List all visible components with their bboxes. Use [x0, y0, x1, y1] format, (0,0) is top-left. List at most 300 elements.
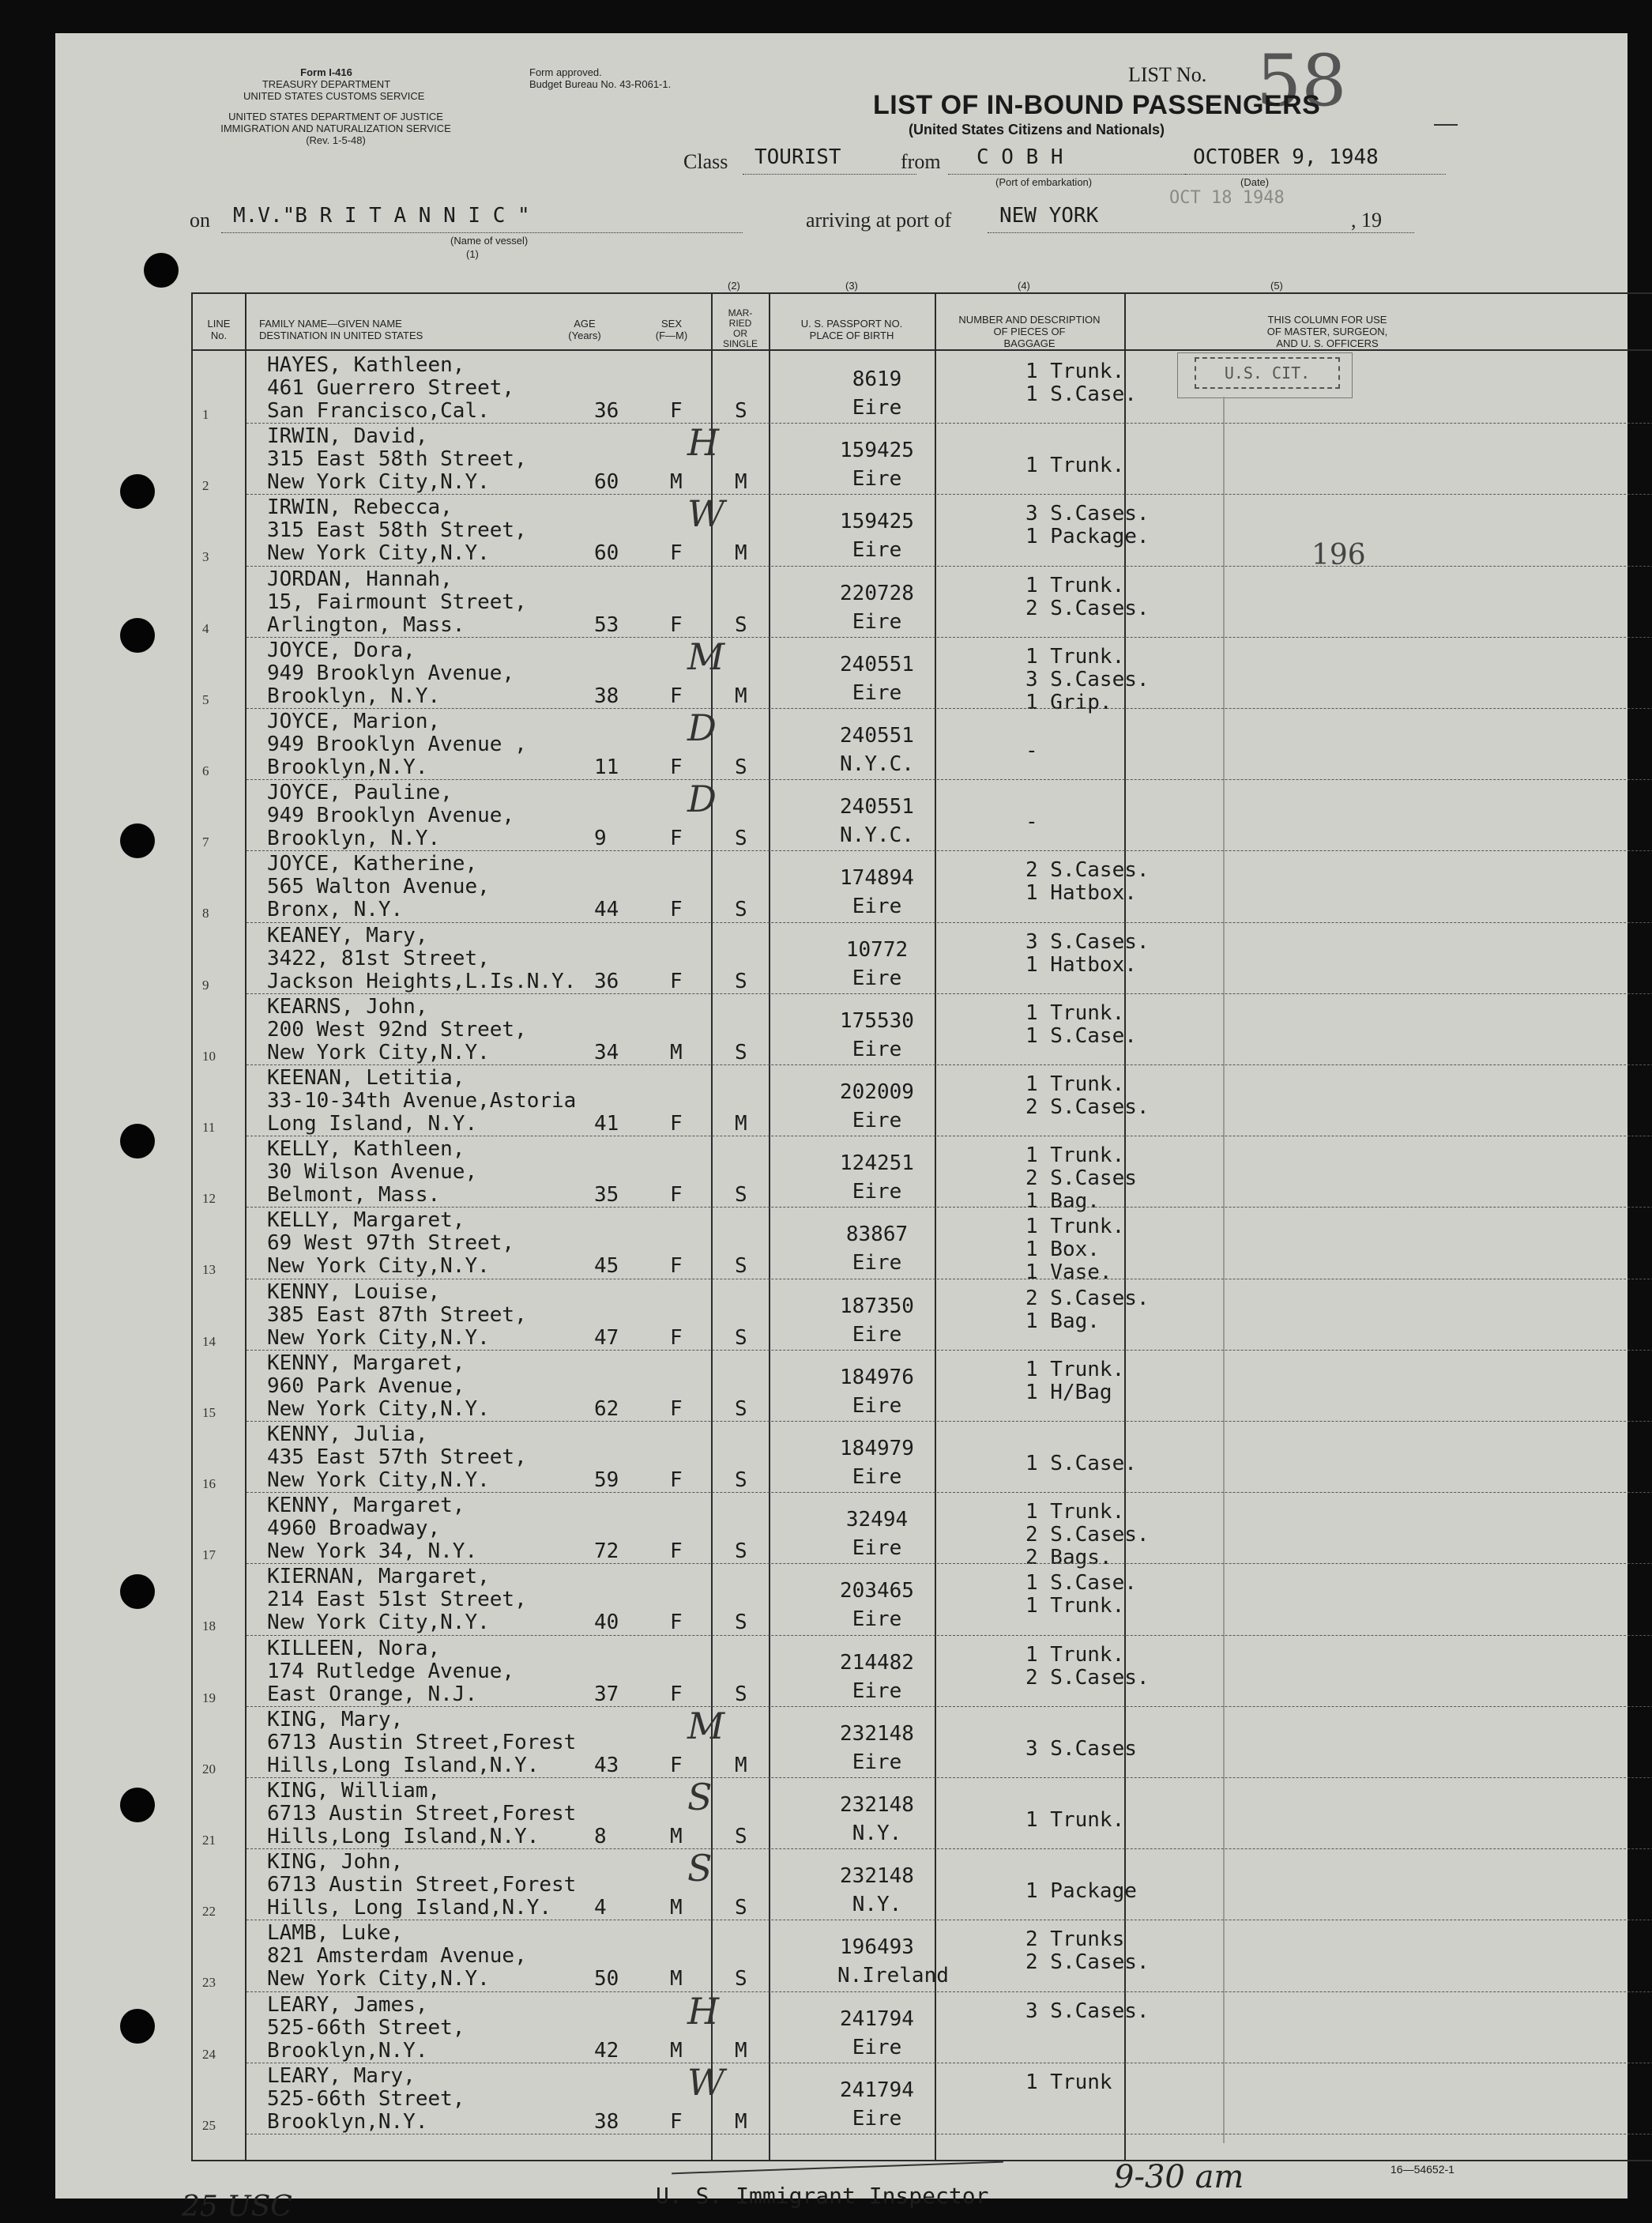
sex: F	[670, 1183, 683, 1208]
justice-dept: UNITED STATES DEPARTMENT OF JUSTICE	[228, 111, 443, 122]
age: 35	[594, 1183, 619, 1208]
port-caption: (Port of embarkation)	[995, 176, 1093, 188]
port-value: C O B H	[977, 145, 1063, 169]
sex: M	[670, 1896, 683, 1920]
table-row	[55, 1066, 1628, 1137]
place-of-birth: N.Y.	[852, 1822, 902, 1845]
passenger-name: KENNY, Louise,	[267, 1279, 441, 1304]
line-number: 18	[202, 1618, 216, 1634]
marital-status: S	[735, 898, 747, 922]
passport-number: 241794	[840, 2078, 914, 2102]
place-of-birth: Eire	[852, 2035, 902, 2059]
table-row	[55, 1494, 1628, 1570]
date-underline	[1185, 174, 1446, 175]
baggage-item: 1 Vase.	[1025, 1260, 1112, 1285]
baggage-item: 3 S.Cases.	[1025, 1999, 1150, 2023]
baggage-item: 1 Trunk.	[1025, 1594, 1125, 1618]
baggage-item: 1 Package.	[1025, 525, 1150, 549]
city-state: New York City,N.Y.	[267, 1396, 490, 1421]
customs-service: UNITED STATES CUSTOMS SERVICE	[243, 90, 425, 102]
city-state: Belmont, Mass.	[267, 1183, 441, 1208]
baggage-item: 1 Hatbox.	[1025, 952, 1137, 977]
baggage-item: 2 S.Cases.	[1025, 1950, 1150, 1975]
col-header-married: MAR- RIED OR SINGLE	[722, 307, 758, 349]
age: 45	[594, 1254, 619, 1279]
place-of-birth: Eire	[852, 1536, 902, 1561]
colnum-4: (4)	[1018, 280, 1030, 292]
baggage-item: 1 H/Bag	[1025, 1380, 1112, 1404]
place-of-birth: Eire	[852, 1393, 902, 1418]
vessel-colnum: (1)	[466, 248, 479, 260]
baggage-item: 1 Package	[1025, 1879, 1137, 1904]
passenger-name: IRWIN, David,	[267, 424, 428, 449]
sex: F	[670, 684, 683, 708]
sex: F	[670, 969, 683, 993]
marital-status: M	[735, 1112, 747, 1136]
hand-mark: S	[687, 1847, 713, 1890]
passport-number: 184979	[840, 1437, 914, 1460]
table-row	[55, 421, 1628, 495]
approval-block	[529, 66, 671, 90]
age: 34	[594, 1040, 619, 1064]
passenger-name: JOYCE, Katherine,	[267, 852, 478, 876]
baggage-item: 1 Box.	[1025, 1238, 1100, 1262]
age: 41	[594, 1112, 619, 1136]
marital-status: M	[735, 1753, 747, 1777]
sex: M	[670, 470, 683, 495]
line-number: 2	[202, 478, 209, 494]
document-page	[55, 33, 1628, 2223]
vessel-caption: (Name of vessel)	[450, 235, 529, 247]
marital-status: S	[735, 1539, 747, 1564]
line-number: 14	[202, 1333, 216, 1349]
place-of-birth: Eire	[852, 966, 902, 990]
line-number: 22	[202, 1904, 216, 1920]
marital-status: S	[735, 1468, 747, 1492]
baggage-item: 1 Trunk.	[1025, 1072, 1125, 1096]
col-header-passport: U. S. PASSPORT NO. PLACE OF BIRTH	[800, 318, 903, 341]
sex: M	[670, 1825, 683, 1848]
passport-number: 241794	[840, 2006, 914, 2031]
city-state: New York City,N.Y.	[267, 1254, 490, 1279]
sex: F	[670, 541, 683, 566]
table-row	[55, 706, 1628, 781]
form-id: Form I-416	[300, 66, 352, 78]
col-header-line: LINE No.	[207, 318, 231, 341]
hand-mark: D	[687, 706, 717, 749]
street-address: 525-66th Street,	[267, 2015, 465, 2040]
street-address: 6713 Austin Street,Forest	[267, 1730, 577, 1754]
city-state: Hills,Long Island,N.Y.	[267, 1825, 540, 1848]
city-state: New York City,N.Y.	[267, 1040, 490, 1064]
table-row	[55, 1208, 1628, 1285]
baggage-item: 1 S.Case.	[1025, 1571, 1137, 1596]
passport-number: 184976	[840, 1365, 914, 1389]
city-state: Arlington, Mass.	[267, 612, 465, 637]
table-row	[55, 353, 1628, 424]
street-address: 30 Wilson Avenue,	[267, 1160, 478, 1185]
marital-status: M	[735, 470, 747, 495]
table-row	[55, 1637, 1628, 1708]
baggage-item: -	[1025, 810, 1038, 835]
treasury-dept: TREASURY DEPARTMENT	[262, 78, 391, 90]
hand-mark: H	[687, 1989, 720, 2033]
street-address: 69 West 97th Street,	[267, 1231, 515, 1256]
place-of-birth: Eire	[852, 2106, 902, 2131]
age: 11	[594, 755, 619, 779]
age: 4	[594, 1896, 607, 1920]
sex: F	[670, 1753, 683, 1777]
ins-service: IMMIGRATION AND NATURALIZATION SERVICE	[220, 122, 451, 134]
baggage-item: 1 Bag.	[1025, 1189, 1100, 1214]
age: 72	[594, 1539, 619, 1564]
baggage-item: 2 Bags.	[1025, 1546, 1112, 1570]
line-number: 19	[202, 1690, 216, 1705]
passport-number: 174894	[840, 866, 914, 891]
passenger-name: JORDAN, Hannah,	[267, 567, 453, 591]
city-state: New York 34, N.Y.	[267, 1539, 478, 1564]
table-row	[55, 852, 1628, 923]
sex: F	[670, 1611, 683, 1635]
corner-mark	[1434, 124, 1458, 126]
marital-status: S	[735, 1682, 747, 1706]
baggage-item: 1 Trunk.	[1025, 644, 1125, 669]
age: 37	[594, 1682, 619, 1706]
hand-mark: S	[687, 1776, 713, 1818]
baggage-item: 3 S.Cases	[1025, 1736, 1137, 1761]
baggage-item: 2 S.Cases.	[1025, 858, 1150, 883]
city-state: Brooklyn,N.Y.	[267, 755, 428, 779]
street-address: 960 Park Avenue,	[267, 1373, 465, 1398]
marital-status: S	[735, 1254, 747, 1279]
table-row	[55, 2060, 1628, 2135]
passport-number: 10772	[845, 937, 909, 962]
baggage-item: 1 Trunk	[1025, 2070, 1112, 2094]
street-address: 315 East 58th Street,	[267, 518, 527, 543]
place-of-birth: Eire	[852, 1109, 902, 1132]
street-address: 214 East 51st Street,	[267, 1588, 527, 1612]
sex: M	[670, 1040, 683, 1064]
revision: (Rev. 1-5-48)	[306, 134, 366, 146]
marital-status: S	[735, 399, 747, 423]
passenger-name: KENNY, Margaret,	[267, 1351, 465, 1375]
place-of-birth: Eire	[852, 1750, 902, 1774]
place-of-birth: Eire	[852, 1251, 902, 1275]
colnum-5: (5)	[1270, 280, 1283, 292]
passport-number: 203465	[840, 1579, 914, 1603]
colnum-3: (3)	[845, 280, 858, 292]
place-of-birth: Eire	[852, 1607, 902, 1632]
table-row	[55, 1137, 1628, 1214]
form-id-block	[243, 66, 425, 102]
passenger-name: JOYCE, Marion,	[267, 710, 441, 733]
street-address: 565 Walton Avenue,	[267, 875, 490, 899]
col-header-officers: THIS COLUMN FOR USE OF MASTER, SURGEON, AND U. S. OFFICERS	[1266, 314, 1388, 349]
date-value: OCTOBER 9, 1948	[1193, 145, 1379, 169]
marital-status: S	[735, 1325, 747, 1350]
baggage-item: 2 Trunks	[1025, 1927, 1125, 1952]
passenger-name: KELLY, Kathleen,	[267, 1137, 465, 1162]
age: 60	[594, 470, 619, 495]
sex: F	[670, 898, 683, 922]
street-address: 6713 Austin Street,Forest	[267, 1873, 577, 1897]
city-state: New York City,N.Y.	[267, 1468, 490, 1492]
passport-number: 232148	[840, 1864, 914, 1889]
line-number: 1	[202, 407, 209, 422]
sex: F	[670, 755, 683, 779]
line-number: 6	[202, 763, 209, 778]
left-note: 25 USC	[182, 2191, 292, 2223]
street-address: 821 Amsterdam Avenue,	[267, 1944, 527, 1969]
age: 38	[594, 684, 619, 708]
age: 60	[594, 541, 619, 566]
from-label: from	[901, 150, 941, 173]
class-label: Class	[683, 150, 728, 173]
justice-block	[186, 111, 486, 146]
age: 62	[594, 1396, 619, 1421]
city-state: Brooklyn, N.Y.	[267, 827, 441, 851]
line-number: 9	[202, 977, 209, 993]
baggage-item: 1 Trunk.	[1025, 573, 1125, 597]
city-state: Hills, Long Island,N.Y.	[267, 1896, 552, 1920]
passport-number: 196493	[840, 1935, 914, 1960]
form-code: 16—54652-1	[1390, 2163, 1454, 2176]
baggage-item: 3 S.Cases.	[1025, 929, 1150, 954]
passport-number: 32494	[845, 1508, 909, 1532]
sex: F	[670, 612, 683, 637]
hand-mark: W	[687, 492, 725, 536]
hand-mark: H	[687, 421, 720, 465]
passport-number: 159425	[840, 510, 914, 534]
age: 44	[594, 898, 619, 922]
marital-status: S	[735, 1967, 747, 1991]
passenger-name: KEENAN, Letitia,	[267, 1066, 465, 1090]
sex: F	[670, 2109, 683, 2134]
place-of-birth: Eire	[852, 680, 902, 705]
city-state: New York City,N.Y.	[267, 470, 490, 495]
passenger-name: KING, Mary,	[267, 1707, 404, 1731]
street-address: 949 Brooklyn Avenue ,	[267, 733, 527, 756]
baggage-item: 1 Grip.	[1025, 690, 1112, 714]
place-of-birth: Eire	[852, 1465, 902, 1489]
passenger-name: KIERNAN, Margaret,	[267, 1565, 490, 1589]
passport-number: 240551	[840, 795, 914, 819]
baggage-item: 2 S.Cases.	[1025, 1665, 1150, 1690]
marital-status: S	[735, 1040, 747, 1064]
line-number: 13	[202, 1262, 216, 1278]
street-address: 174 Rutledge Avenue,	[267, 1659, 515, 1683]
baggage-item: 2 S.Cases.	[1025, 1523, 1150, 1547]
baggage-item: 2 S.Cases.	[1025, 1286, 1150, 1310]
line-number: 24	[202, 2046, 216, 2062]
date-caption: (Date)	[1240, 176, 1270, 188]
arriving-label: arriving at port of	[806, 209, 952, 232]
baggage-item: 1 S.Case.	[1025, 1023, 1137, 1048]
passport-number: 8619	[852, 367, 902, 391]
hand-mark: M	[687, 1704, 725, 1747]
sex: F	[670, 1539, 683, 1564]
street-address: 4960 Broadway,	[267, 1517, 441, 1541]
line-number: 20	[202, 1761, 216, 1777]
list-no-label: LIST No.	[1128, 63, 1207, 86]
passenger-name: JOYCE, Dora,	[267, 638, 416, 662]
city-state: Bronx, N.Y.	[267, 898, 404, 922]
passport-number: 232148	[840, 1793, 914, 1817]
baggage-item: 1 Trunk.	[1025, 1215, 1125, 1239]
line-number: 16	[202, 1476, 216, 1491]
age: 59	[594, 1468, 619, 1492]
street-address: 949 Brooklyn Avenue,	[267, 804, 515, 828]
time-note: 9-30 am	[1114, 2159, 1244, 2195]
inspector-signature	[672, 2161, 1003, 2175]
city-state: San Francisco,Cal.	[267, 399, 490, 423]
table-row	[55, 1921, 1628, 1992]
age: 40	[594, 1611, 619, 1635]
table-row	[55, 635, 1628, 714]
vessel-value: M.V."B R I T A N N I C "	[233, 204, 530, 228]
sex: F	[670, 1396, 683, 1421]
baggage-item: 1 Trunk.	[1025, 1144, 1125, 1168]
line-number: 23	[202, 1975, 216, 1991]
port-underline	[948, 174, 1209, 175]
line-number: 17	[202, 1547, 216, 1563]
baggage-item: 1 Trunk.	[1025, 1642, 1125, 1667]
line-number: 5	[202, 691, 209, 707]
place-of-birth: Eire	[852, 396, 902, 420]
baggage-item: 2 S.Cases.	[1025, 596, 1150, 620]
sex: M	[670, 1967, 683, 1991]
place-of-birth: Eire	[852, 1679, 902, 1703]
line-number: 10	[202, 1048, 216, 1064]
line-number: 21	[202, 1833, 216, 1848]
arrival-port: NEW YORK	[999, 204, 1099, 228]
inspector-label: U. S. Immigrant Inspector	[656, 2183, 989, 2209]
place-of-birth: N.Ireland	[837, 1964, 949, 1988]
sex: F	[670, 1325, 683, 1350]
street-address: 315 East 58th Street,	[267, 447, 527, 472]
marital-status: S	[735, 1611, 747, 1635]
line-number: 11	[202, 1120, 216, 1135]
passenger-name: KELLY, Margaret,	[267, 1208, 465, 1233]
street-address: 3422, 81st Street,	[267, 946, 490, 970]
table-row	[55, 1280, 1628, 1351]
marital-status: S	[735, 1183, 747, 1208]
baggage-item: 1 Trunk.	[1025, 454, 1125, 478]
place-of-birth: Eire	[852, 1322, 902, 1347]
table-row	[55, 995, 1628, 1066]
sex: F	[670, 1112, 683, 1136]
hand-mark: M	[687, 635, 725, 678]
marital-status: M	[735, 2109, 747, 2134]
marital-status: S	[735, 827, 747, 851]
baggage-item: 1 Trunk.	[1025, 360, 1125, 383]
passport-number: 175530	[840, 1008, 914, 1033]
place-of-birth: Eire	[852, 895, 902, 919]
city-state: New York City,N.Y.	[267, 541, 490, 566]
baggage-item: 3 S.Cases.	[1025, 502, 1150, 526]
passenger-name: KILLEEN, Nora,	[267, 1636, 441, 1660]
page-subtitle: (United States Citizens and Nationals)	[909, 122, 1165, 138]
age: 38	[594, 2109, 619, 2134]
passport-number: 124251	[840, 1151, 914, 1176]
year-suffix: , 19	[1351, 209, 1382, 232]
age: 36	[594, 399, 619, 423]
passenger-name: KENNY, Julia,	[267, 1422, 428, 1446]
sex: F	[670, 1682, 683, 1706]
passenger-name: KENNY, Margaret,	[267, 1494, 465, 1518]
city-state: Brooklyn,N.Y.	[267, 2109, 428, 2134]
passport-number: 202009	[840, 1080, 914, 1104]
age: 42	[594, 2038, 619, 2063]
age: 53	[594, 612, 619, 637]
passenger-name: KEARNS, John,	[267, 994, 428, 1019]
marital-status: S	[735, 1825, 747, 1848]
sex: F	[670, 1254, 683, 1279]
class-underline	[743, 174, 916, 175]
line-number: 12	[202, 1191, 216, 1207]
col-header-sex: SEX (F—M)	[655, 318, 688, 341]
street-address: 15, Fairmount Street,	[267, 590, 527, 614]
baggage-item: 2 S.Cases.	[1025, 1095, 1150, 1119]
place-of-birth: Eire	[852, 467, 902, 492]
baggage-item: 1 Trunk.	[1025, 1808, 1125, 1832]
baggage-item: 1 Trunk.	[1025, 1000, 1125, 1025]
baggage-item: 1 Bag.	[1025, 1309, 1100, 1333]
street-address: 33-10-34th Avenue,Astoria	[267, 1089, 577, 1113]
sex: F	[670, 827, 683, 851]
street-address: 385 East 87th Street,	[267, 1302, 527, 1327]
table-header-rule	[191, 349, 1652, 351]
colnum-2: (2)	[728, 280, 740, 292]
table-row	[55, 1422, 1628, 1494]
passport-number: 214482	[840, 1650, 914, 1675]
place-of-birth: N.Y.C.	[840, 752, 914, 776]
street-address: 435 East 57th Street,	[267, 1445, 527, 1469]
place-of-birth: Eire	[852, 538, 902, 563]
place-of-birth: N.Y.C.	[840, 823, 914, 848]
place-of-birth: Eire	[852, 1037, 902, 1061]
passport-number: 83867	[845, 1223, 909, 1247]
col-header-age: AGE (Years)	[568, 318, 601, 341]
marital-status: M	[735, 541, 747, 566]
marital-status: S	[735, 755, 747, 779]
city-state: Brooklyn,N.Y.	[267, 2038, 428, 2063]
city-state: Hills,Long Island,N.Y.	[267, 1753, 540, 1777]
line-number: 25	[202, 2117, 216, 2133]
passenger-name: IRWIN, Rebecca,	[267, 495, 453, 520]
passport-number: 240551	[840, 724, 914, 748]
sex: F	[670, 1468, 683, 1492]
passport-number: 232148	[840, 1721, 914, 1746]
col-header-baggage: NUMBER AND DESCRIPTION OF PIECES OF BAGGAGE	[958, 314, 1101, 349]
city-state: New York City,N.Y.	[267, 1967, 490, 1991]
city-state: Jackson Heights,L.Is.N.Y.	[267, 969, 577, 993]
marital-status: S	[735, 1396, 747, 1421]
passenger-name: JOYCE, Pauline,	[267, 781, 453, 805]
marital-status: S	[735, 969, 747, 993]
hand-mark: W	[687, 2060, 725, 2104]
baggage-item: 2 S.Cases	[1025, 1166, 1137, 1191]
table-row	[55, 778, 1628, 852]
street-address: 6713 Austin Street,Forest	[267, 1802, 577, 1825]
class-value: TOURIST	[755, 145, 841, 169]
place-of-birth: N.Y.	[852, 1893, 902, 1917]
passenger-name: LEARY, Mary,	[267, 2063, 416, 2088]
passport-number: 159425	[840, 439, 914, 463]
line-number: 7	[202, 835, 209, 850]
baggage-item: 1 S.Case.	[1025, 382, 1137, 406]
city-state: New York City,N.Y.	[267, 1325, 490, 1350]
